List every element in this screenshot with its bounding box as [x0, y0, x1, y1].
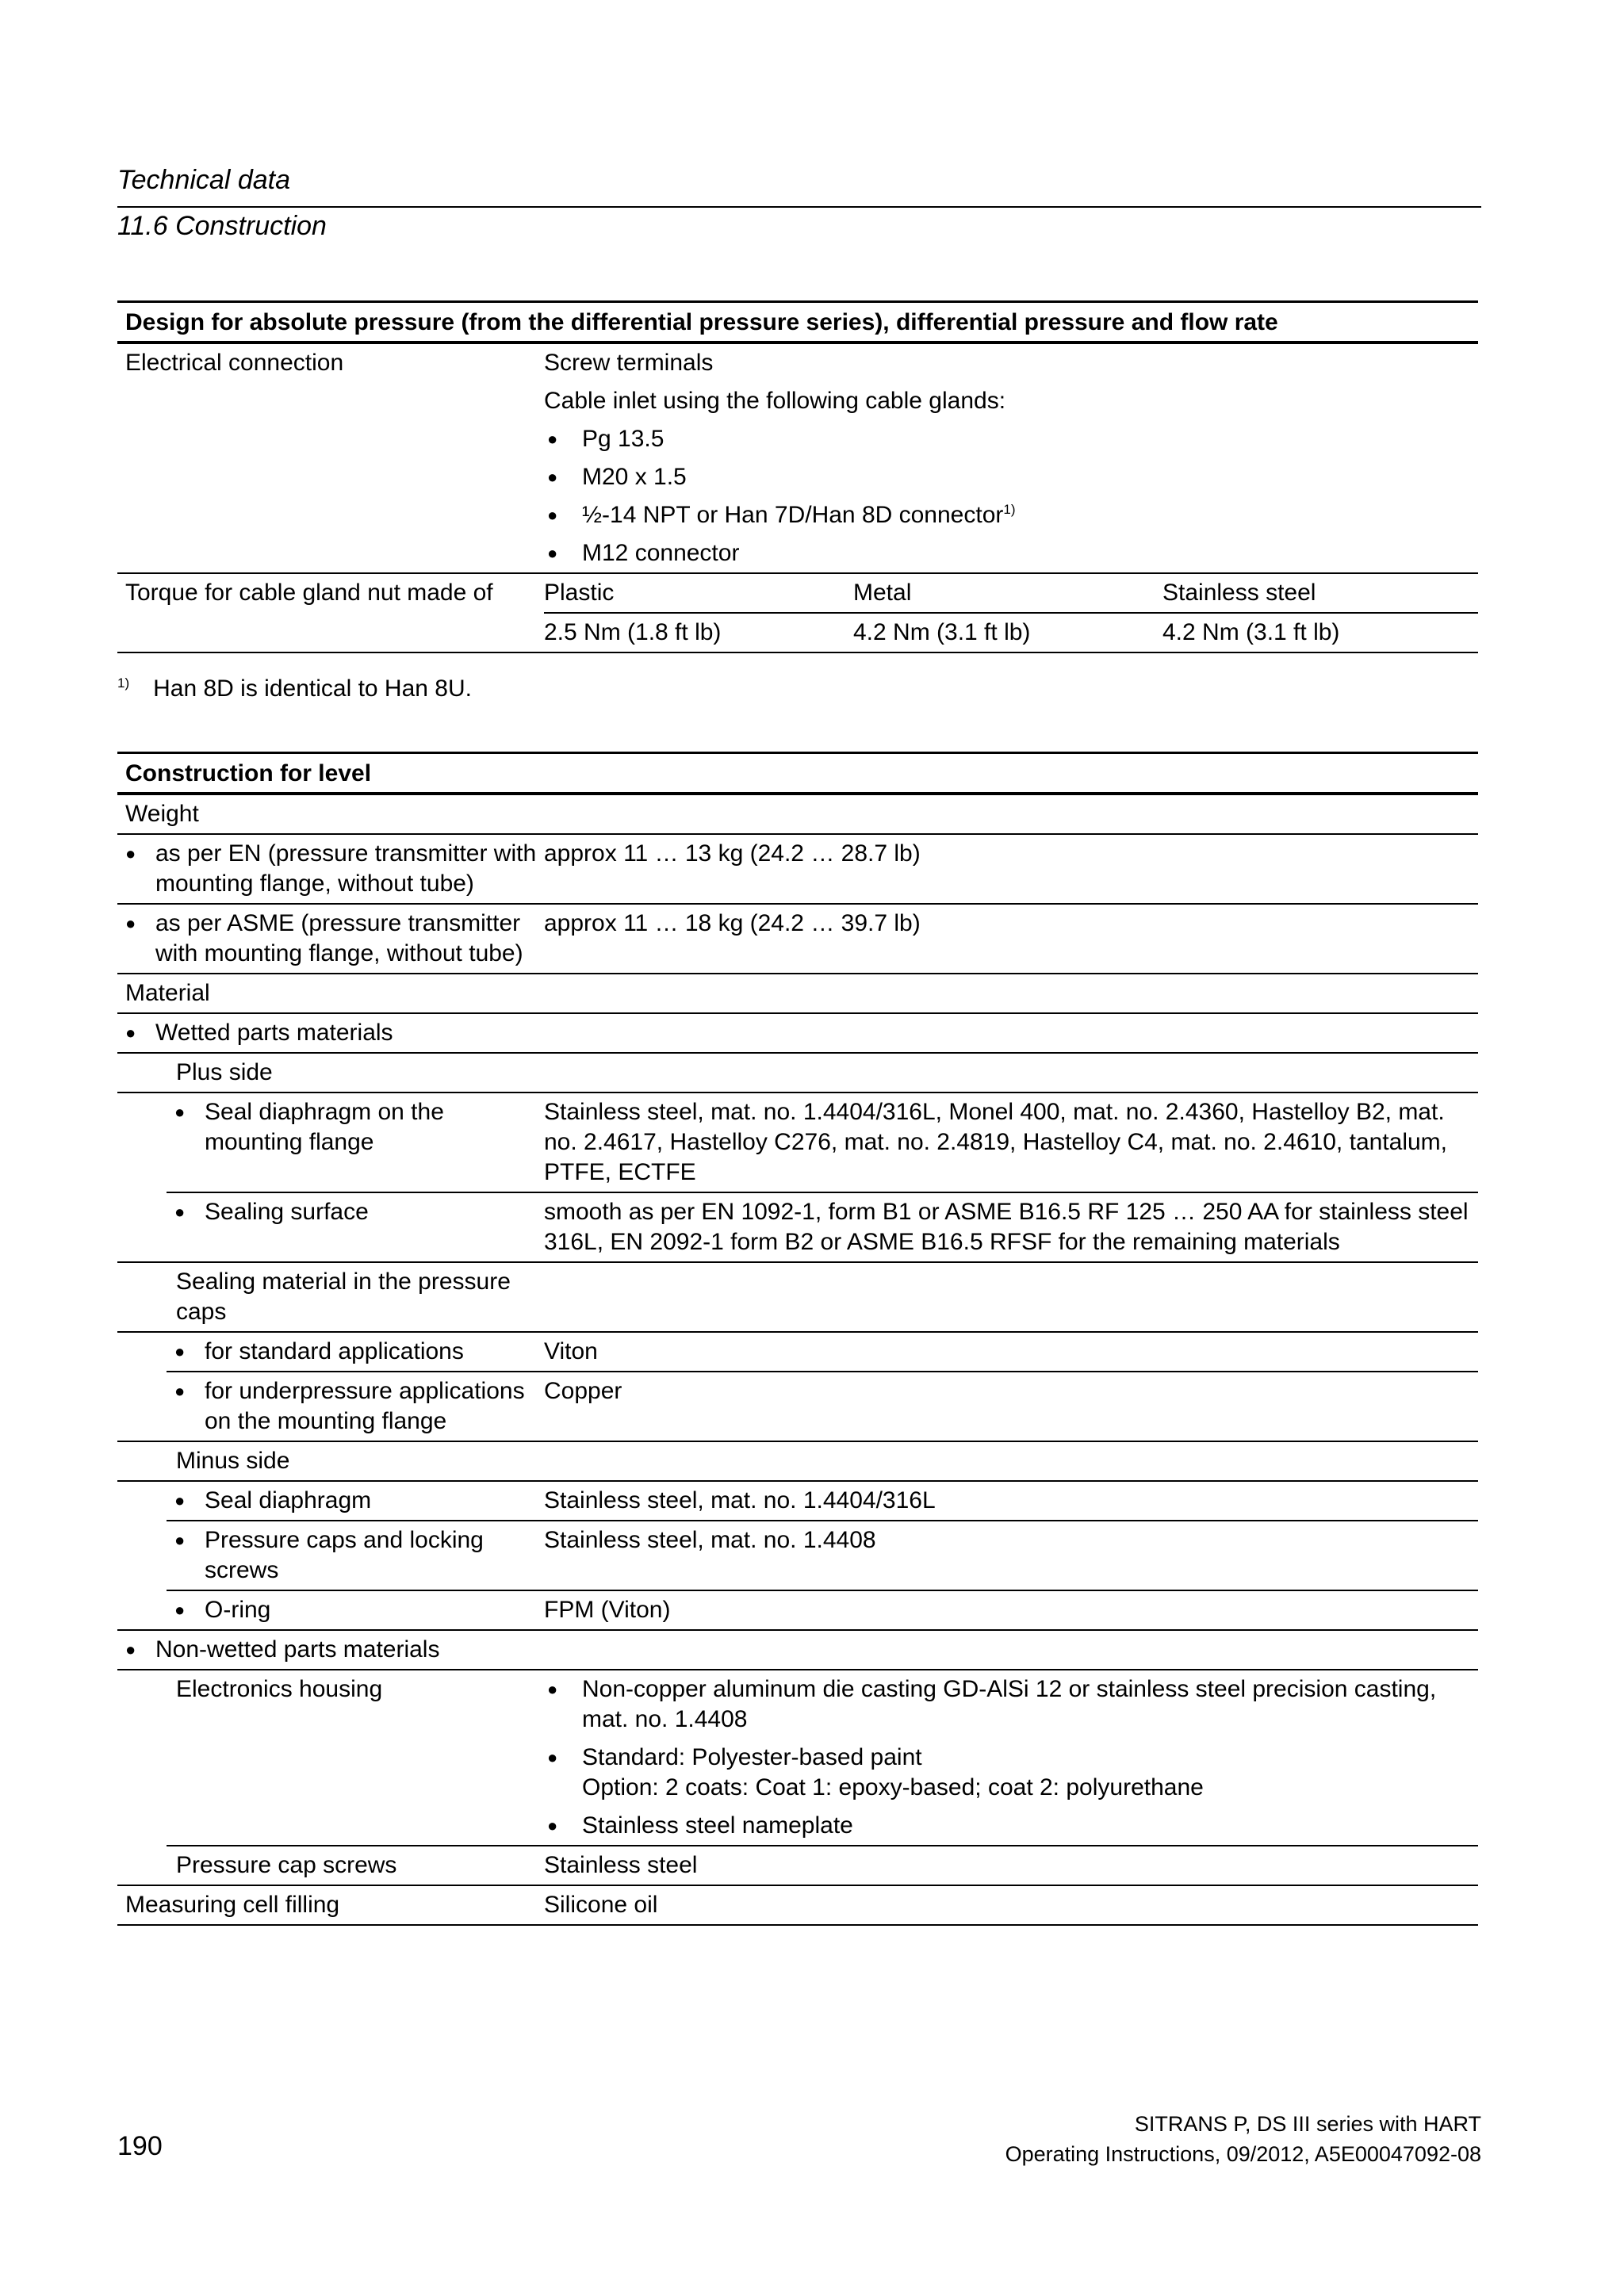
- non-wetted-row: [117, 1631, 1478, 1670]
- chapter-title: Technical data: [117, 165, 291, 195]
- section-title: 11.6 Construction: [117, 211, 327, 241]
- torque-material: Metal: [853, 580, 912, 606]
- torque-values: [544, 574, 1478, 652]
- o-ring-label: ● O-ring: [167, 1595, 544, 1625]
- gland-item: ● M12 connector: [544, 538, 1470, 568]
- cap-screws-value: Stainless steel: [544, 1852, 698, 1878]
- torque-material: Stainless steel: [1162, 580, 1316, 606]
- standard-applications-label: ● for standard applications: [167, 1337, 544, 1367]
- underpressure-label: ● for underpressure applications on the mounting flange: [167, 1376, 544, 1437]
- wetted-row: [117, 1014, 1478, 1054]
- minus-diaphragm-row: [167, 1482, 1478, 1521]
- housing-item-text: ● Standard: Polyester-based paint: [582, 1744, 922, 1770]
- torque-row: [117, 574, 1478, 653]
- underpressure-row: [117, 1372, 1478, 1442]
- standard-applications-value: Viton: [544, 1338, 598, 1364]
- electronics-housing-label: Electronics housing: [176, 1676, 383, 1702]
- level-table-title: Construction for level: [117, 752, 1478, 795]
- gland-item: ● Pg 13.5: [544, 424, 1470, 454]
- cell-filling-label: Measuring cell filling: [125, 1892, 340, 1918]
- torque-material: Plastic: [544, 580, 615, 606]
- page-footer: [1005, 2109, 1481, 2169]
- header-rule: [117, 206, 1481, 208]
- housing-item: [544, 1743, 1470, 1803]
- sealing-surface-value: smooth as per EN 1092-1, form B1 or ASME B16.5 RF 125 … 250 AA for stainless steel 316L, EN 2092-1 form B2 or ASME B16.5 RFSF for the remaining materials: [544, 1199, 1469, 1255]
- non-wetted-label: ● Non-wetted parts materials: [117, 1635, 544, 1665]
- plus-side-row: [117, 1054, 1478, 1093]
- seal-diaphragm-row: [167, 1093, 1478, 1193]
- weight-asme-value: approx 11 … 18 kg (24.2 … 39.7 lb): [544, 910, 921, 936]
- weight-en-row: [117, 835, 1478, 905]
- electrical-connection-value: [544, 344, 1478, 572]
- cap-screws-label: Pressure cap screws: [176, 1852, 397, 1878]
- design-table-title: Design for absolute pressure (from the differential pressure series), differential pressure and flow rate: [117, 300, 1478, 344]
- page-number: 190: [117, 2131, 163, 2161]
- torque-value: 2.5 Nm (1.8 ft lb): [544, 619, 722, 645]
- gland-item: ● M20 x 1.5: [544, 462, 1470, 492]
- material-heading: Material: [117, 974, 1478, 1014]
- minus-diaphragm-label: ● Seal diaphragm: [167, 1486, 544, 1516]
- footnote: [117, 675, 472, 702]
- sealing-material-row: [117, 1263, 1478, 1333]
- minus-side-label: Minus side: [176, 1448, 290, 1474]
- housing-item: ● Stainless steel nameplate: [544, 1811, 1470, 1841]
- torque-value: 4.2 Nm (3.1 ft lb): [853, 619, 1031, 645]
- electrical-connection-label: Electrical connection: [125, 350, 344, 376]
- seal-diaphragm-label: ● Seal diaphragm on the mounting flange: [167, 1097, 544, 1158]
- electronics-housing-row: [167, 1670, 1478, 1846]
- electrical-connection-row: [117, 344, 1478, 574]
- weight-en-value: approx 11 … 13 kg (24.2 … 28.7 lb): [544, 840, 921, 867]
- o-ring-value: FPM (Viton): [544, 1597, 671, 1623]
- electronics-housing-value: [544, 1670, 1478, 1845]
- standard-applications-row: [167, 1333, 1478, 1372]
- wetted-label: ● Wetted parts materials: [117, 1018, 544, 1048]
- footnote-marker: 1): [117, 675, 130, 691]
- plus-side-label: Plus side: [176, 1059, 273, 1085]
- gland-item-text: ½-14 NPT or Han 7D/Han 8D connector: [582, 502, 1004, 528]
- o-ring-row: [117, 1591, 1478, 1631]
- sealing-surface-label: ● Sealing surface: [167, 1197, 544, 1227]
- sealing-material-label: Sealing material in the pressure caps: [176, 1269, 511, 1325]
- cap-screws-row: [117, 1846, 1478, 1886]
- weight-heading: Weight: [117, 795, 1478, 835]
- underpressure-value: Copper: [544, 1378, 622, 1404]
- weight-asme-row: [117, 905, 1478, 974]
- torque-values-row: [544, 614, 1478, 652]
- footnote-text: Han 8D is identical to Han 8U.: [153, 675, 472, 702]
- housing-item: ● Non-copper aluminum die casting GD-AlSi 12 or stainless steel precision casting, mat. no. 1.4408: [544, 1674, 1470, 1735]
- footnote-ref: 1): [1003, 502, 1016, 517]
- design-table: [117, 300, 1478, 653]
- minus-side-row: [117, 1442, 1478, 1482]
- cell-filling-value: Silicone oil: [544, 1892, 658, 1918]
- screw-terminals-text: Screw terminals: [544, 350, 714, 376]
- torque-label: Torque for cable gland nut made of: [125, 580, 493, 606]
- minus-diaphragm-value: Stainless steel, mat. no. 1.4404/316L: [544, 1487, 936, 1513]
- pressure-caps-row: [167, 1521, 1478, 1591]
- cell-filling-row: [117, 1886, 1478, 1926]
- level-table: [117, 752, 1478, 1926]
- weight-asme-label: ● as per ASME (pressure transmitter with mounting flange, without tube): [117, 909, 544, 969]
- sealing-surface-row: [117, 1193, 1478, 1263]
- torque-value: 4.2 Nm (3.1 ft lb): [1162, 619, 1340, 645]
- footer-document: Operating Instructions, 09/2012, A5E00047092-08: [1005, 2142, 1481, 2166]
- pressure-caps-value: Stainless steel, mat. no. 1.4408: [544, 1527, 876, 1553]
- gland-item: [544, 500, 1470, 530]
- housing-item-text: Option: 2 coats: Coat 1: epoxy-based; coat 2: polyurethane: [582, 1774, 1204, 1800]
- cable-inlet-text: Cable inlet using the following cable glands:: [544, 388, 1006, 414]
- seal-diaphragm-value: Stainless steel, mat. no. 1.4404/316L, Monel 400, mat. no. 2.4360, Hastelloy B2, mat. no. 2.4617, Hastelloy C276, mat. no. 2.4819, Hastelloy C4, mat. no. 2.4610, tantalum, PTFE, ECTFE: [544, 1099, 1448, 1185]
- pressure-caps-label: ● Pressure caps and locking screws: [167, 1525, 544, 1586]
- weight-en-label: ● as per EN (pressure transmitter with mounting flange, without tube): [117, 839, 544, 899]
- torque-materials-row: [544, 574, 1478, 614]
- footer-product: SITRANS P, DS III series with HART: [1134, 2112, 1481, 2136]
